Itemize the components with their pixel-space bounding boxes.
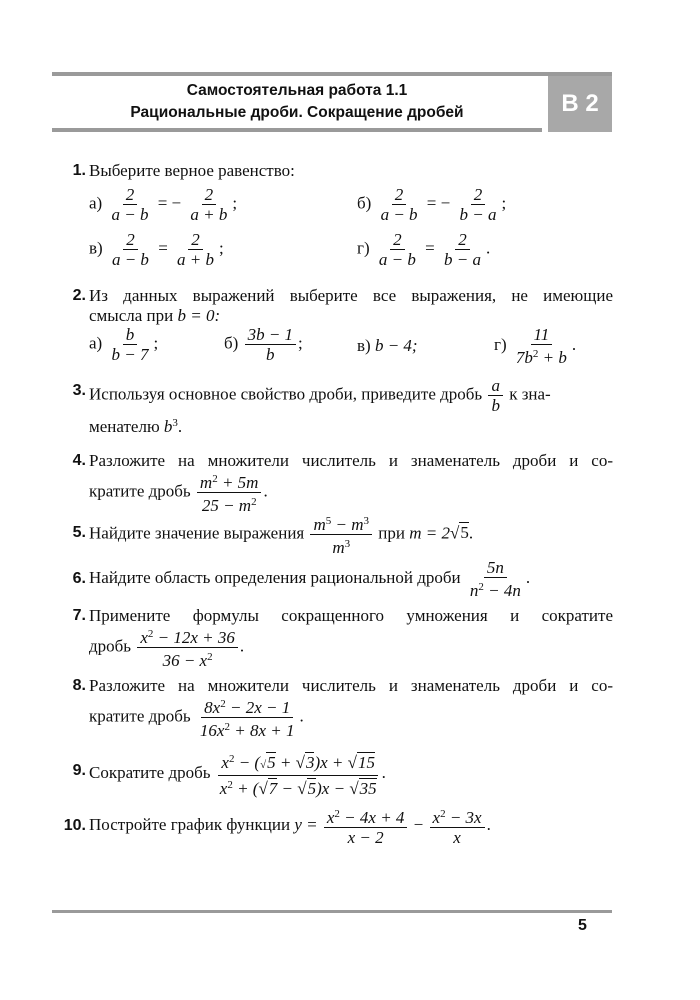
task-number: 3. (72, 382, 86, 399)
page-number: 5 (578, 917, 587, 934)
option-b: б) $\frac{2}{a - b}$ = − $\frac{2}{b - a}$ ; (357, 185, 507, 224)
variant-badge: В 2 (548, 76, 612, 132)
option-a: а) $\frac{b}{b - 7}$ ; (89, 325, 159, 364)
task-text-line2: кратите дробь $\frac{8x^2 - 2x - 1}{16x^2 + 8x + 1}$ . (89, 695, 613, 740)
task-text: Постройте график функции y = $\frac{x^2 - 4x + 4}{x - 2}$ − $\frac{x^2 - 3x}{x}$ . (89, 805, 613, 847)
task-number: 7. (72, 607, 86, 624)
header-rule-top (52, 72, 612, 76)
task-number: 1. (72, 162, 86, 179)
option-b: б) $\frac{3b - 1}{b}$ ; (224, 325, 303, 364)
task-text-line2: кратите дробь $\frac{m^2 + 5m}{25 - m^2}$ . (89, 470, 613, 515)
task-text-line2: менателю $b^3$. (89, 417, 183, 436)
header-title: Самостоятельная работа 1.1 (186, 82, 408, 99)
task-text: Сократите дробь $\frac{x^2 - (√5 + √3)x + √15}{x^2 + (√7 - √5)x - √35}$ . (89, 750, 613, 798)
option-a: а) $\frac{2}{a - b}$ = − $\frac{2}{a + b}$ ; (89, 185, 238, 224)
task-number: 5. (72, 524, 86, 541)
option-g: г) $\frac{11}{7b^2 + b}$ . (494, 325, 577, 367)
task-text-line1: Из данных выражений выберите все выражения, не имеющие (89, 286, 613, 305)
header-titles (52, 80, 542, 124)
task-text-line1: Используя основное свойство дроби, приведите дробь $\frac{a}{b}$ к зна- (89, 376, 551, 415)
header-subtitle: Рациональные дроби. Сокращение дробей (130, 104, 464, 121)
task-number: 6. (72, 570, 86, 587)
option-v: в) b − 4; (357, 336, 418, 355)
task-number: 9. (72, 762, 86, 779)
worksheet-header (52, 72, 612, 132)
task-text: Выберите верное равенство: (89, 161, 295, 180)
task-number: 4. (72, 452, 86, 469)
option-g: г) $\frac{2}{a - b}$ = $\frac{2}{b - a}$ . (357, 230, 491, 269)
task-number: 8. (72, 677, 86, 694)
task-number: 2. (72, 287, 86, 304)
task-text: Найдите значение выражения $\frac{m^5 - m^3}{m^3}$ при m = 2√5. (89, 512, 613, 557)
task-text-line1: Разложите на множители числитель и знаменатель дроби и со- (89, 676, 613, 695)
task-text-line1: Разложите на множители числитель и знаменатель дроби и со- (89, 451, 613, 470)
footer-rule (52, 910, 612, 913)
option-v: в) $\frac{2}{a - b}$ = $\frac{2}{a + b}$ ; (89, 230, 224, 269)
task-number: 10. (63, 817, 86, 834)
task-text-line2: смысла при b = 0: (89, 306, 221, 325)
header-rule-bottom (52, 128, 542, 132)
task-text-line2: дробь $\frac{x^2 - 12x + 36}{36 - x^2}$ . (89, 625, 613, 670)
task-text-line1: Примените формулы сокращенного умножения и сократите (89, 606, 613, 625)
task-text: Найдите область определения рациональной дроби $\frac{5n}{n^2 - 4n}$ . (89, 558, 531, 600)
